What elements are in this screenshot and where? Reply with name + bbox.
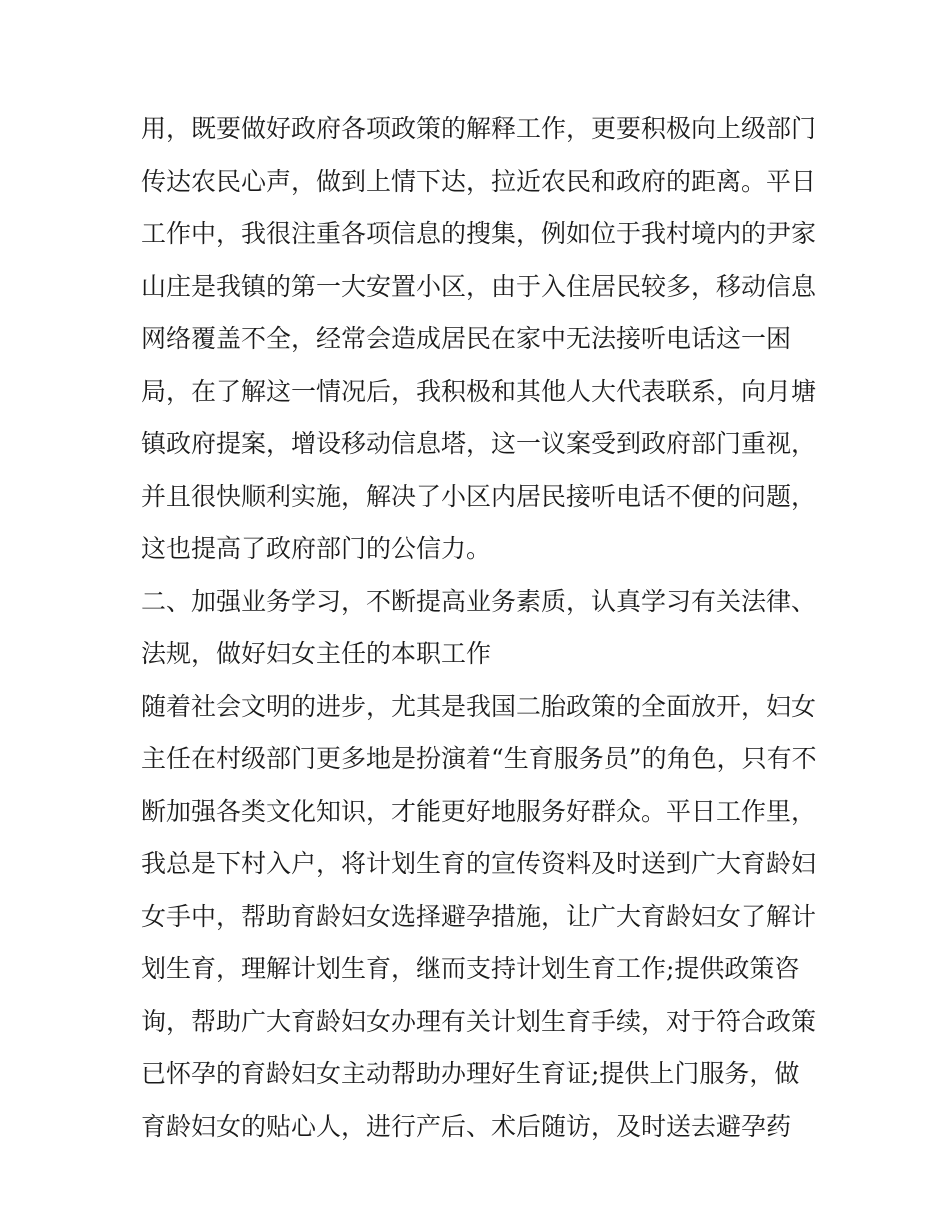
- text-line: 断加强各类文化知识，才能更好地服务好群众。平日工作里，: [141, 796, 817, 826]
- text-line: 传达农民心声，做到上情下达，拉近农民和政府的距离。平日: [141, 166, 817, 196]
- text-line: 女手中，帮助育龄妇女选择避孕措施，让广大育龄妇女了解计: [141, 901, 817, 931]
- text-line: 工作中，我很注重各项信息的搜集，例如位于我村境内的尹家: [141, 219, 817, 248]
- text-line: 并且很快顺利实施，解决了小区内居民接听电话不便的问题，: [141, 481, 817, 511]
- text-line: 这也提高了政府部门的公信力。: [141, 534, 492, 563]
- text-line: 划生育，理解计划生育，继而支持计划生育工作;提供政策咨: [141, 954, 800, 983]
- section-heading-line: 二、加强业务学习，不断提高业务素质，认真学习有关法律、: [141, 586, 817, 616]
- text-line: 已怀孕的育龄妇女主动帮助办理好生育证;提供上门服务，做: [141, 1059, 800, 1088]
- text-line: 镇政府提案，增设移动信息塔，这一议案受到政府部门重视，: [141, 429, 817, 458]
- text-line: 山庄是我镇的第一大安置小区，由于入住居民较多，移动信息: [141, 271, 817, 301]
- section-heading-line: 法规，做好妇女主任的本职工作: [141, 639, 492, 668]
- document-body: [141, 103, 821, 1153]
- text-line: 询，帮助广大育龄妇女办理有关计划生育手续，对于符合政策: [141, 1006, 817, 1036]
- text-line: 育龄妇女的贴心人，进行产后、术后随访，及时送去避孕药: [141, 1111, 792, 1141]
- text-line: 我总是下村入户，将计划生育的宣传资料及时送到广大育龄妇: [141, 849, 817, 878]
- text-line: 随着社会文明的进步，尤其是我国二胎政策的全面放开，妇女: [141, 691, 817, 721]
- text-line: 用，既要做好政府各项政策的解释工作，更要积极向上级部门: [141, 114, 817, 143]
- text-line: 主任在村级部门更多地是扮演着“生育服务员”的角色，只有不: [141, 744, 817, 773]
- text-line: 局，在了解这一情况后，我积极和其他人大代表联系，向月塘: [141, 376, 817, 406]
- text-line: 网络覆盖不全，经常会造成居民在家中无法接听电话这一困: [141, 324, 792, 353]
